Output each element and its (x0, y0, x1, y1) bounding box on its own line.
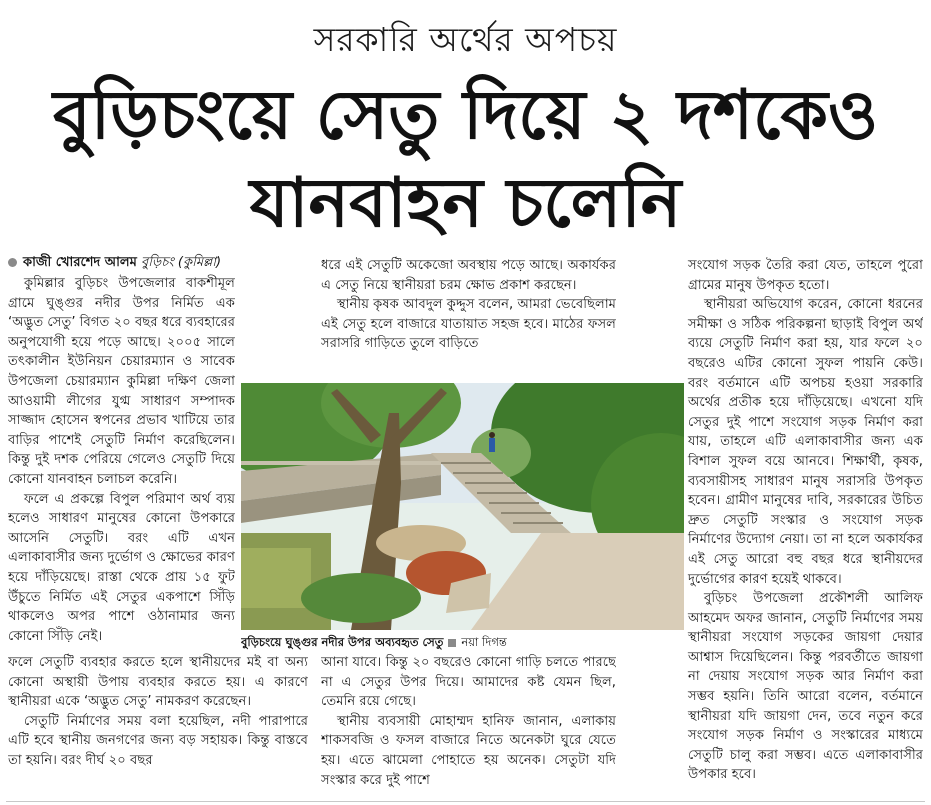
paragraph: ধরে এই সেতুটি অকেজো অবস্থায় পড়ে আছে। অকার্যকর এ সেতু নিয়ে স্থানীয়রা চরম ক্ষোভ প্রকাশ করছেন। (321, 258, 616, 293)
bullet-icon (8, 258, 17, 267)
column-1-top (8, 253, 235, 644)
paragraph: কুমিল্লার বুড়িচং উপজেলার বাকশীমূল গ্রামে ঘুঙ্গুর নদীর উপর নির্মিত এক ‘অদ্ভুত সেতু’ বিগত ২০ বছর ধরে ব্যবহারের অনুপযোগী হয়ে পড়ে আছে। ২০০৫ সালে তৎকালীন ইউনিয়ন চেয়ারম্যান ও সাবেক উপজেলা চেয়ারম্যান কুমিল্লা দক্ষিণ জেলা আওয়ামী লীগের যুগ্ম সাধারণ সম্পাদক সাজ্জাদ হোসেন স্বপনের প্রভাব খাটিয়ে তার বাড়ির পাশেই সেতুটি নির্মাণ করেছিলেন। কিন্তু দুই দশক পেরিয়ে গেলেও সেতুটি দিয়ে কোনো যানবাহন চলাচল করেনি। (8, 276, 235, 487)
column-1-bottom (8, 653, 308, 795)
column-3-upper (688, 256, 923, 785)
paragraph: সংযোগ সড়ক তৈরি করা যেত, তাহলে পুরো গ্রামের মানুষ উপকৃত হতো। (688, 258, 923, 293)
byline-author: কাজী খোরশেদ আলম (23, 255, 137, 270)
column-2-top (321, 256, 616, 379)
paragraph: বুড়িচং উপজেলা প্রকৌশলী আলিফ আহমেদ অফর জানান, সেতুটি নির্মাণের সময় স্থানীয়রা সংযোগ সড়কের জায়গা দেয়ার আশ্বাস দিয়েছিলেন। কিন্তু পরবর্তীতে জায়গা না দেয়ায় সংযোগ সড়ক আর নির্মাণ করা সম্ভব হয়নি। তিনি আরো বলেন, বর্তমানে স্থানীয়রা যদি জায়গা দেন, তবে নতুন করে সংযোগ সড়ক নির্মাণ ও সংস্কারের মাধ্যমে সেতুটি চালু করা সম্ভব। এতে এলাকাবাসীর উপকার হবে। (688, 591, 923, 783)
byline (8, 253, 235, 273)
paragraph: আনা যাবে। কিন্তু ২০ বছরেও কোনো গাড়ি চলতে পারছে না এ সেতুর উপর দিয়ে। আমাদের কষ্ট যেমন ছিল, তেমনি রয়ে গেছে। (321, 655, 616, 710)
paragraph: স্থানীয় ব্যবসায়ী মোহাম্মদ হানিফ জানান, এলাকায় শাকসবজি ও ফসল বাজারে নিতে অনেকটা ঘুরে যেতে হয়। এতে ঝামেলা পোহাতে হয় অনেক। সেতুটা যদি সংস্কার করে দুই পাশে (321, 713, 616, 788)
byline-location: বুড়িচং (কুমিল্লা) (140, 255, 222, 270)
article-kicker: সরকারি অর্থের অপচয় (313, 20, 618, 59)
paragraph: সেতুটি নির্মাণের সময় বলা হয়েছিল, নদী পারাপারে এটি হবে স্থানীয় জনগণের জন্য বড় সহায়ক। কিন্তু বাস্তবে তা হয়নি। বরং দীর্ঘ ২০ বছর (8, 713, 308, 768)
paragraph: ফলে এ প্রকল্পে বিপুল পরিমাণ অর্থ ব্যয় হলেও সাধারণ মানুষের কোনো উপকারে আসেনি সেতুটি। বরং এটি এখন এলাকাবাসীর জন্য দুর্ভোগ ও ক্ষোভের কারণ হয়ে দাঁড়িয়েছে। রাস্তা থেকে প্রায় ১৫ ফুট উঁচুতে নির্মিত এই সেতুর একপাশে সিঁড়ি থাকলেও অপর পাশে ওঠানামার জন্য কোনো সিঁড়ি নেই। (8, 491, 235, 644)
column-2-bottom (321, 653, 616, 795)
photo-caption (241, 632, 684, 652)
square-bullet-icon (448, 639, 456, 647)
headline-line-2: যানবাহন চলেনি (249, 164, 682, 243)
bottom-rule (6, 801, 925, 802)
paragraph: স্থানীয়রা অভিযোগ করেন, কোনো ধরনের সমীক্ষা ও সঠিক পরিকল্পনা ছাড়াই বিপুল অর্থ ব্যয়ে সেতুটি নির্মাণ করা হয়, যার ফলে ২০ বছরেও এটির কোনো সুফল পায়নি কেউ। বরং বর্তমানে এটি অপচয় হওয়া সরকারি অর্থের প্রতীক হয়ে দাঁড়িয়েছে। এখনো যদি সেতুর দুই পাশে সংযোগ সড়ক নির্মাণ করা যায়, তাহলে এটি এলাকাবাসীর জন্য এক বিশাল সুফল বয়ে আনবে। শিক্ষার্থী, কৃষক, ব্যবসায়ীসহ সাধারণ মানুষ সরাসরি উপকৃত হবেন। গ্রামীণ মানুষের দাবি, সরকারের উচিত দ্রুত সেতুটি সংস্কার ও সংযোগ সড়ক নির্মাণের উদ্যোগ নেয়া। তা না হলে অকার্যকর এই সেতু আরো বহু বছর ধরে স্থানীয়দের দুর্ভোগের কারণ হয়েই থাকবে। (688, 297, 923, 587)
paragraph: স্থানীয় কৃষক আবদুল কুদ্দুস বলেন, আমরা ভেবেছিলাম এই সেতু হলে বাজারে যাতায়াত সহজ হবে। মাঠের ফসল সরাসরি গাড়িতে তুলে বাড়িতে (321, 297, 616, 352)
paragraph: ফলে সেতুটি ব্যবহার করতে হলে স্থানীয়দের মই বা অন্য কোনো অস্থায়ী উপায় ব্যবহার করতে হয়। এ কারণে স্থানীয়রা একে ‘অদ্ভুত সেতু’ নামকরণ করেছেন। (8, 655, 308, 710)
caption-text: বুড়িচংয়ে ঘুঙ্গুর নদীর উপর অব্যবহৃত সেতু (241, 635, 444, 649)
article-photo (241, 383, 684, 630)
article-headline (0, 72, 931, 248)
bridge-photo-illustration (241, 383, 684, 630)
photo-credit: নয়া দিগন্ত (461, 635, 507, 649)
headline-line-1: বুড়িচংয়ে সেতু দিয়ে ২ দশকেও (52, 76, 879, 155)
